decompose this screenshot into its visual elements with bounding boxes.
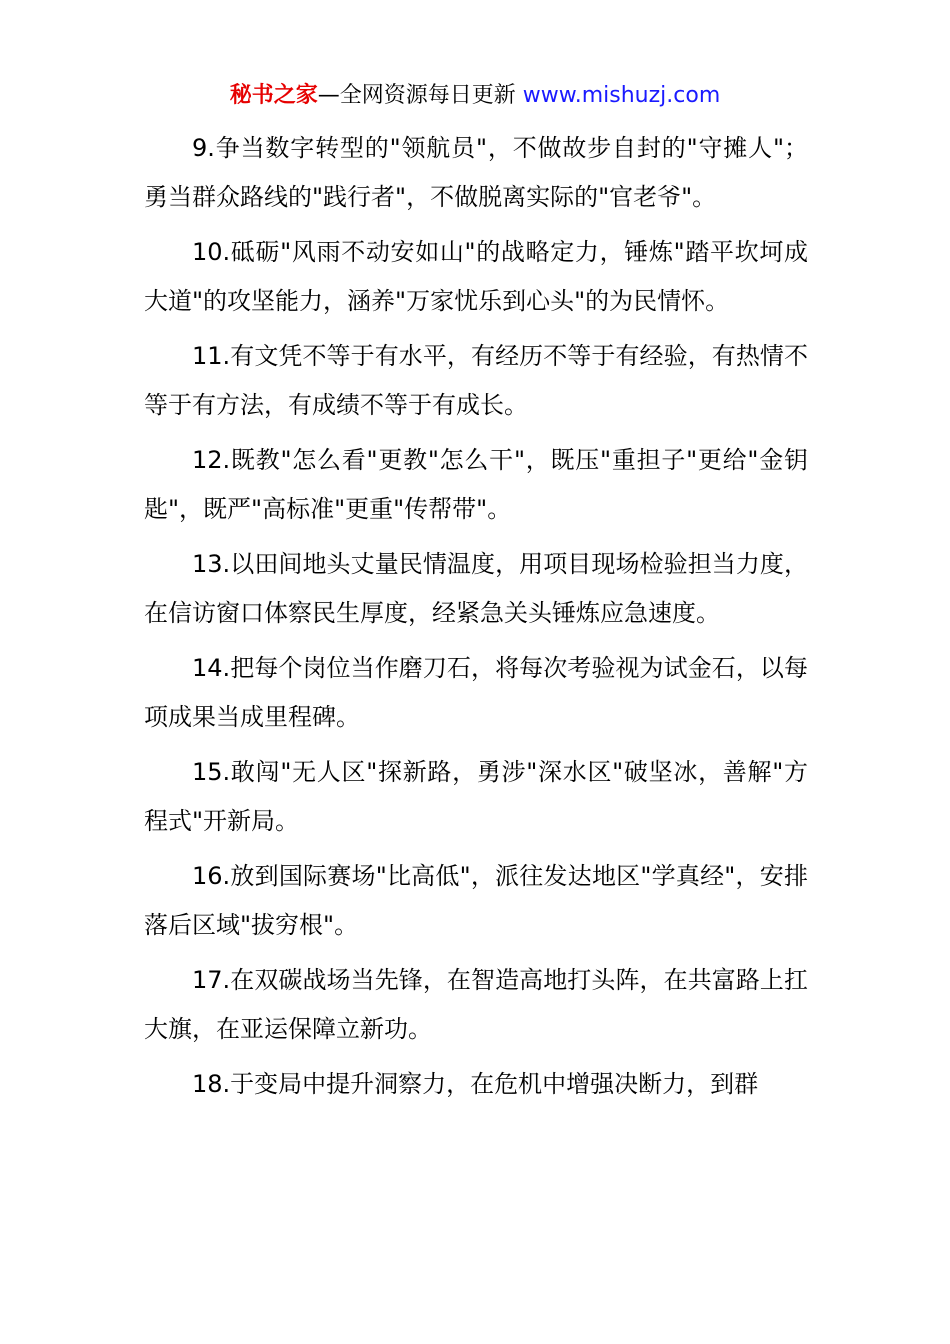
document-body [144,124,808,1115]
paragraph-10: 10.砥砺"风雨不动安如山"的战略定力，锤炼"踏平坎坷成大道"的攻坚能力，涵养"万家忧乐到心头"的为民情怀。 [144,238,808,315]
paragraph-11: 11.有文凭不等于有水平，有经历不等于有经验，有热情不等于有方法，有成绩不等于有成长。 [144,342,808,419]
site-tagline: —全网资源每日更新 [317,83,523,108]
site-header [0,80,950,112]
paragraph-9: 9.争当数字转型的"领航员"，不做故步自封的"守摊人"；勇当群众路线的"践行者"，不做脱离实际的"官老爷"。 [144,134,808,211]
paragraph-17: 17.在双碳战场当先锋，在智造高地打头阵，在共富路上扛大旗，在亚运保障立新功。 [144,966,808,1043]
paragraph-13: 13.以田间地头丈量民情温度，用项目现场检验担当力度，在信访窗口体察民生厚度，经紧急关头锤炼应急速度。 [144,550,808,627]
paragraph-18: 18.于变局中提升洞察力，在危机中增强决断力，到群 [192,1070,759,1098]
site-brand: 秘书之家 [229,83,318,108]
paragraph-12: 12.既教"怎么看"更教"怎么干"，既压"重担子"更给"金钥匙"，既严"高标准"更重"传帮带"。 [144,446,808,523]
site-url-link[interactable]: www.mishuzj.com [522,83,721,108]
paragraph-14: 14.把每个岗位当作磨刀石，将每次考验视为试金石，以每项成果当成里程碑。 [144,654,808,731]
paragraph-16: 16.放到国际赛场"比高低"，派往发达地区"学真经"，安排落后区域"拔穷根"。 [144,862,808,939]
paragraph-15: 15.敢闯"无人区"探新路，勇涉"深水区"破坚冰，善解"方程式"开新局。 [144,758,808,835]
